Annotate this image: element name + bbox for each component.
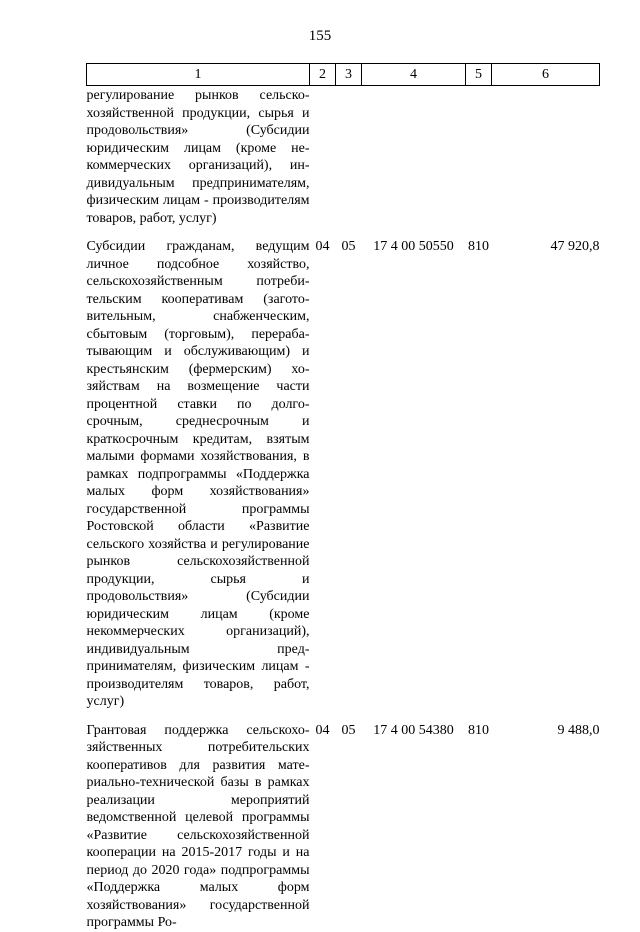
header-row — [87, 64, 600, 86]
row-expense-type: 810 — [468, 239, 489, 254]
row-subsection-code: 05 — [341, 722, 356, 738]
row-section-code: 04 — [315, 722, 330, 738]
table-row — [87, 86, 600, 228]
row-amount — [492, 86, 600, 228]
column-header-1: 1 — [87, 64, 310, 86]
table-header — [87, 64, 600, 86]
column-header-5: 5 — [466, 64, 492, 86]
table-row — [87, 722, 600, 932]
row-amount: 47 920,8 — [550, 239, 600, 254]
row-description: регулирование рынков сельскохозяйственной продукции, сырья и продовольствия» (Субсидии юридическим лицам (кроме некоммерческих организаций), индивидуальным предпринимателям, физическим лицам - производителям товаров, работ, услуг) — [86, 88, 310, 226]
column-header-2: 2 — [310, 64, 336, 86]
row-target-article — [362, 86, 466, 228]
column-header-4: 4 — [362, 64, 466, 86]
row-target-article: 17 4 00 50550 — [373, 239, 454, 254]
row-amount: 9 488,0 — [557, 722, 600, 738]
column-header-6: 6 — [492, 64, 600, 86]
row-section-code — [310, 86, 336, 228]
row-target-article: 17 4 00 54380 — [373, 722, 454, 738]
table-body — [87, 86, 600, 932]
row-subsection-code: 05 — [341, 239, 356, 254]
row-section-code: 04 — [315, 239, 330, 254]
table-row — [87, 238, 600, 711]
row-description: Субсидии гражданам, ведущим личное подсобное хозяйство, сельскохозяйственным потребительским кооперативам (заготовительным, снабженческим, сбытовым (торговым), перерабатывающим и обслуживающим) и крестьянским (фермерским) хозяйствам на возмещение части процентной ставки по долгосрочным, среднесрочным и краткосрочным кредитам, взятым малыми формами хозяйствования, в рамках подпрограммы «Поддержка малых форм хозяйствования» государственной программы Ростовской области «Развитие сельского хозяйства и регулирование рынков сельскохозяйственной продукции, сырья и продовольствия» (Субсидии юридическим лицам (кроме некоммерческих организаций), индивидуальным предпринимателям, физическим лицам - производителям товаров, работ, услуг) — [86, 239, 310, 709]
row-description: Грантовая поддержка сельскохозяйственных потребительских кооперативов для развития материально-технической базы в рамках реализации мероприятий ведомственной целевой программы «Развитие сельскохозяйственной кооперации на 2015-2017 годы и на период до 2020 года» подпрограммы «Поддержка малых форм хозяйствования» государственной программы Ро- — [86, 722, 310, 930]
row-expense-type: 810 — [468, 722, 489, 738]
budget-table — [86, 63, 600, 932]
row-spacer — [87, 711, 600, 722]
column-header-3: 3 — [336, 64, 362, 86]
page-number: 155 — [308, 28, 332, 44]
row-subsection-code — [336, 86, 362, 228]
row-spacer — [87, 227, 600, 238]
row-expense-type — [466, 86, 492, 228]
